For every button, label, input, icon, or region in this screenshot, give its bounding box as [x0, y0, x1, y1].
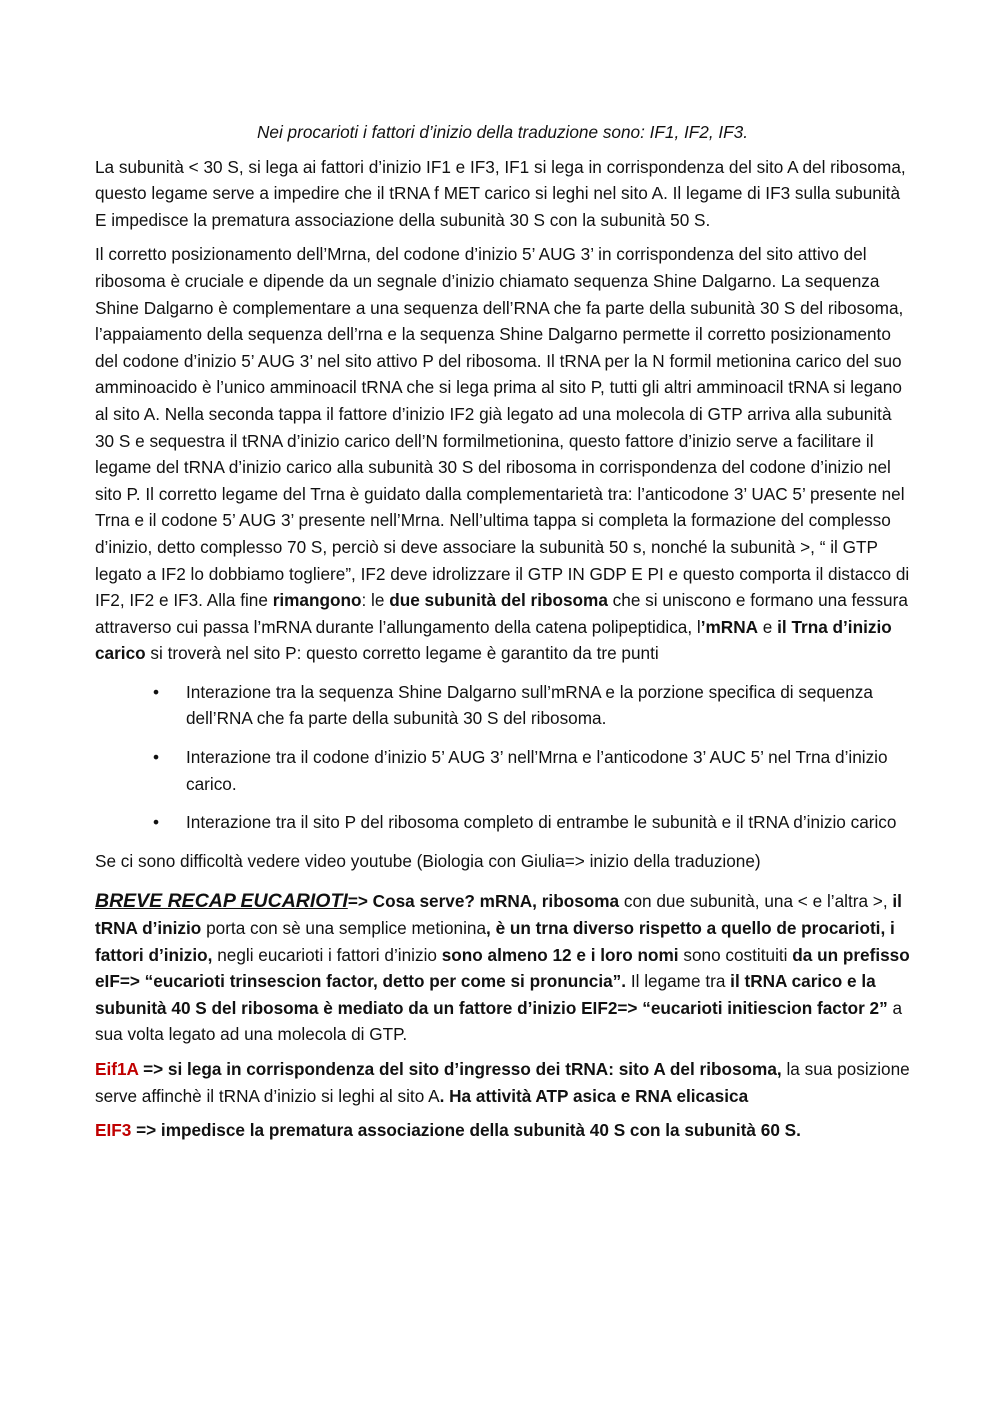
text-run: Il corretto posizionamento dell’Mrna, del codone d’inizio 5’ AUG 3’ in corrispondenza del sito attivo del ribosoma è cruciale e dipende da un segnale d’inizio chiamato sequenza Shine Dalgarno. La sequenza Shine Dalgarno è complementare a una sequenza dell’RNA che fa parte della subunità 30 S del ribosoma, l’appaiamento della sequenza dell’rna e la sequenza Shine Dalgarno permette il corretto posizionamento del codone d’inizio 5’ AUG 3’ nel sito attivo P del ribosoma. Il tRNA per la N formil metionina carico del suo amminoacido è l’unico amminoacil tRNA che si lega prima al sito P, tutti gli altri amminoacil tRNA si legano al sito A. Nella seconda tappa il fattore d’inizio IF2 già legato ad una molecola di GTP arriva alla subunità 30 S e sequestra il tRNA d’inizio carico dell’N formilmetionina, questo fattore d’inizio serve a facilitare il legame del tRNA d’inizio carico alla subunità 30 S del ribosoma in corrispondenza del codone d’inizio nel sito P. Il corretto legame del Trna è guidato dalla complementarietà tra: l’anticodone 3’ UAC 5’ presente nel Trna e il codone 5’ AUG 3’ presente nell’Mrna. Nell’ultima tappa si completa la formazione del complesso d’inizio, detto complesso 70 S, perciò si deve associare la subunità 50 s, nonché la subunità >, “ il GTP legato a IF2 lo dobbiamo togliere”, IF2 deve idrolizzare il GTP IN GDP E PI e questo comporta il distacco di IF2, IF2 e IF3. Alla fine: [95, 244, 910, 611]
bold-run: da un prefisso eIF=> “eucarioti trinsescion factor, detto per come si pronuncia”.: [95, 944, 910, 992]
bullet-icon: •: [153, 747, 160, 768]
paragraph-eif1a: [95, 1056, 910, 1109]
document-title: Nei procarioti i fattori d’inizio della traduzione sono: IF1, IF2, IF3.: [256, 122, 749, 142]
text-run: e: [758, 616, 778, 637]
text-run: a sua volta legato ad una molecola di GTP.: [95, 997, 903, 1045]
list-item-text: Interazione tra la sequenza Shine Dalgarno sull’mRNA e la porzione specifica di sequenza dell’RNA che fa parte della subunità 30 S del ribosoma.: [186, 681, 873, 729]
text-run: la sua posizione serve affinchè il tRNA d’inizio si leghi al sito A: [95, 1059, 910, 1106]
paragraph-positioning: [95, 241, 910, 667]
bold-run: il tRNA carico e la subunità 40 S del ribosoma è mediato da un fattore d’inizio EIF2=> “eucarioti initiescion factor 2”: [95, 971, 888, 1018]
bold-run: il Trna d’inizio carico: [95, 616, 892, 664]
bullet-icon: •: [153, 812, 160, 833]
bold-run: => impedisce la prematura associazione della subunità 40 S con la subunità 60 S.: [131, 1120, 801, 1141]
text-run: con due subunità, una < e l’altra >,: [619, 891, 893, 912]
bullet-list: [95, 679, 910, 836]
paragraph-eif3: [95, 1117, 910, 1144]
video-note: Se ci sono difficoltà vedere video youtube (Biologia con Giulia=> inizio della traduzione): [95, 850, 761, 871]
text-run: negli eucarioti i fattori d’inizio: [212, 944, 442, 965]
bold-run: , è un trna diverso rispetto a quello de procarioti, i fattori d’inizio,: [95, 918, 895, 965]
list-item-text: Interazione tra il sito P del ribosoma completo di entrambe le subunità e il tRNA d’inizio carico: [186, 812, 897, 833]
document-body: [95, 119, 910, 1152]
paragraph-subunit-30s: La subunità < 30 S, si lega ai fattori d’inizio IF1 e IF3, IF1 si lega in corrispondenza del sito A del ribosoma, questo legame serve a impedire che il tRNA f MET carico si leghi nel sito A. Il legame di IF3 sulla subunità E impedisce la prematura associazione della subunità 30 S con la subunità 50 S.: [95, 156, 906, 230]
paragraph-recap-eucarioti: [95, 888, 910, 1048]
recap-heading: BREVE RECAP EUCARIOTI: [95, 890, 348, 913]
list-item: [95, 809, 910, 836]
list-item-text: Interazione tra il codone d’inizio 5’ AUG 3’ nell’Mrna e l’anticodone 3’ AUC 5’ nel Trna d’inizio carico.: [186, 747, 888, 794]
text-run: si troverà nel sito P: questo corretto legame è garantito da tre punti: [145, 643, 659, 664]
text-run: sono costituiti: [678, 944, 793, 965]
bold-run: => si lega in corrispondenza del sito d’ingresso dei tRNA: sito A del ribosoma,: [138, 1059, 782, 1079]
bold-run: => Cosa serve? mRNA, ribosoma: [347, 891, 620, 912]
eif1a-label: Eif1A: [95, 1059, 139, 1079]
bold-run: rimangono: [272, 590, 362, 611]
bold-run: due subunità del ribosoma: [389, 590, 608, 611]
text-run: che si uniscono e formano una fessura attraverso cui passa l’mRNA durante l’allungamento della catena polipeptidica, l: [95, 590, 908, 637]
bold-run: il tRNA d’inizio: [95, 891, 902, 939]
text-run: Il legame tra: [626, 971, 731, 992]
list-item: [95, 744, 910, 797]
bold-run: sono almeno 12 e i loro nomi: [441, 944, 679, 965]
text-run: : le: [361, 590, 390, 611]
bold-run: ’mRNA: [700, 616, 759, 637]
bullet-icon: •: [153, 681, 160, 702]
text-run: porta con sè una semplice metionina: [201, 918, 487, 939]
eif3-label: EIF3: [95, 1120, 132, 1141]
bold-run: . Ha attività ATP asica e RNA elicasica: [439, 1085, 749, 1106]
list-item: [95, 679, 910, 732]
